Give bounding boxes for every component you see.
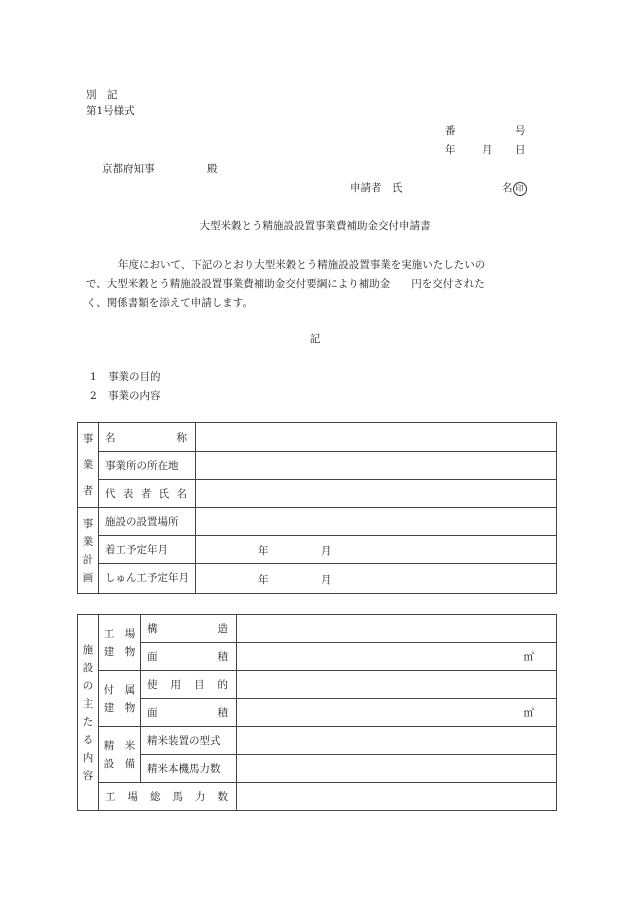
item-1-number: 1 — [90, 371, 97, 383]
office-location-value[interactable] — [196, 452, 557, 480]
facility-table — [77, 614, 557, 811]
date-day: 日 — [515, 144, 526, 156]
factory-area-value[interactable] — [237, 643, 557, 671]
body-line-1: 年度において、下記のとおり大型米穀とう精施設設置事業を実施いたしたいの — [118, 259, 486, 271]
total-horsepower-label: 工 場 総 馬 力 数 — [99, 783, 237, 811]
form-number: 第1号様式 — [86, 105, 135, 117]
business-operator-group: 事 業 者 — [78, 423, 99, 508]
annex-area-label: 面 積 — [141, 699, 237, 727]
office-location-label: 事業所の所在地 — [99, 452, 196, 480]
milling-equipment-label: 精 米 設 備 — [99, 727, 141, 783]
name-value-cell[interactable] — [196, 423, 557, 452]
sqm-unit: ㎡ — [523, 651, 534, 663]
document-title: 大型米穀とう精施設設置事業費補助金交付申請書 — [199, 220, 431, 232]
completion-year-label: 年 — [258, 574, 269, 586]
facility-location-label: 施設の設置場所 — [99, 508, 196, 536]
honorific: 殿 — [207, 163, 218, 175]
name-label-text: 名 — [502, 182, 513, 194]
structure-label: 構 造 — [141, 615, 237, 643]
date-year: 年 — [445, 144, 456, 156]
item-1-text: 事業の目的 — [108, 371, 161, 383]
body-line-2: で、大型米穀とう精施設設置事業費補助金交付要綱により補助金 円を交付された — [86, 278, 485, 290]
applicant-name-label — [502, 181, 527, 196]
completion-month-label: 月 — [321, 574, 332, 586]
structure-value[interactable] — [237, 615, 557, 643]
factory-area-label: 面 積 — [141, 643, 237, 671]
appendix-label: 別 記 — [86, 89, 118, 101]
number-label: 番 — [445, 125, 456, 137]
start-date-value[interactable] — [196, 536, 557, 564]
business-table — [77, 422, 557, 594]
body-paragraph — [86, 256, 556, 313]
total-horsepower-value[interactable] — [237, 783, 557, 811]
body-line-3: く、関係書類を添えて申請します。 — [86, 297, 253, 309]
annex-building-label: 付 属 建 物 — [99, 671, 141, 727]
addressee: 京都府知事 — [102, 163, 155, 175]
applicant-label: 申請者 氏 — [350, 182, 403, 194]
start-year-label: 年 — [258, 545, 269, 557]
name-label-cell: 名 称 — [99, 423, 196, 452]
annex-area-value[interactable] — [237, 699, 557, 727]
sqm-unit: ㎡ — [523, 707, 534, 719]
date-month: 月 — [482, 144, 493, 156]
mill-horsepower-value[interactable] — [237, 755, 557, 783]
start-date-label: 着工予定年月 — [99, 536, 196, 564]
facility-contents-group: 施 設 の 主 た る 内 容 — [78, 615, 99, 811]
item-2-text: 事業の内容 — [108, 390, 161, 402]
facility-location-value[interactable] — [196, 508, 557, 536]
completion-date-label: しゅん工予定年月 — [99, 564, 196, 594]
representative-label: 代 表 者 氏 名 — [99, 480, 196, 508]
mill-horsepower-label: 精米本機馬力数 — [141, 755, 237, 783]
ki-heading: 記 — [309, 333, 321, 345]
business-plan-group: 事 業 計 画 — [78, 508, 99, 594]
mill-type-label: 精米装置の型式 — [141, 727, 237, 755]
seal-mark: 印 — [513, 182, 527, 196]
completion-date-value[interactable] — [196, 564, 557, 594]
usage-label: 使 用 目 的 — [141, 671, 237, 699]
representative-value[interactable] — [196, 480, 557, 508]
usage-value[interactable] — [237, 671, 557, 699]
mill-type-value[interactable] — [237, 727, 557, 755]
factory-building-label: 工 場 建 物 — [99, 615, 141, 671]
start-month-label: 月 — [321, 545, 332, 557]
number-suffix: 号 — [515, 125, 526, 137]
item-2-number: 2 — [90, 390, 97, 402]
